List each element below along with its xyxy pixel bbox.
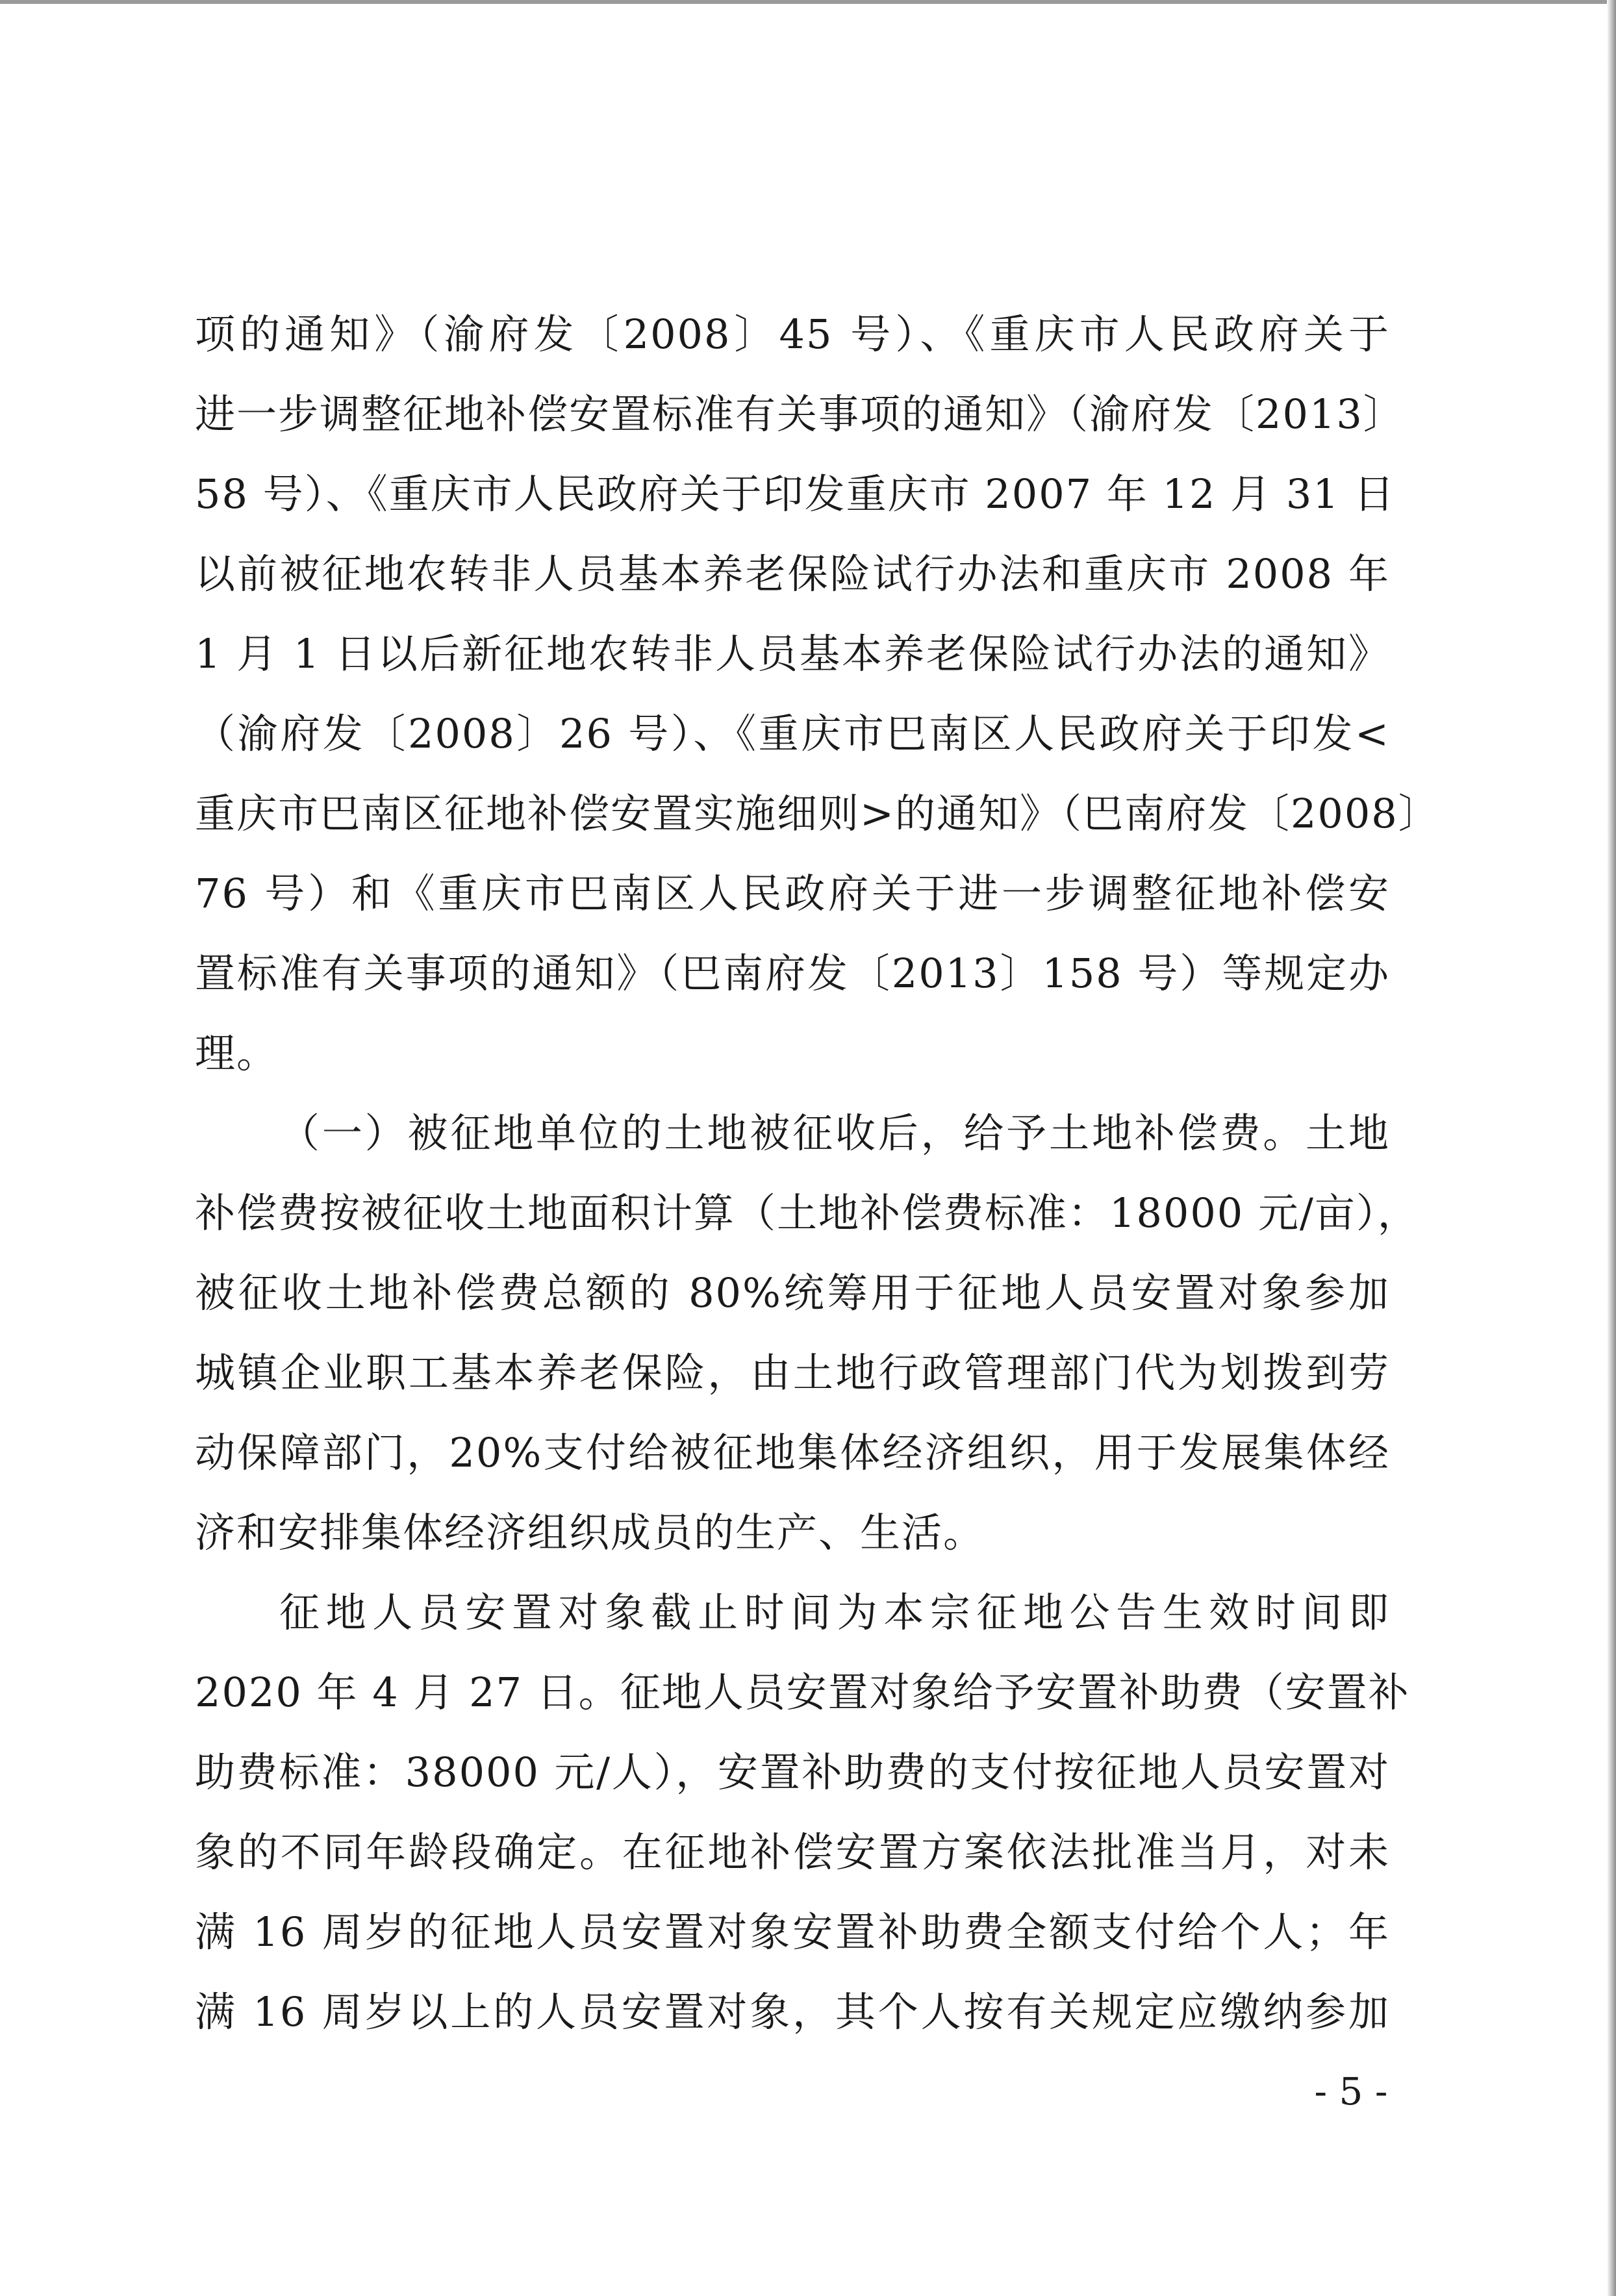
text-line: 动保障部门，20%支付给被征地集体经济组织，用于发展集体经: [195, 1429, 1390, 1476]
scan-edge-right: [1607, 0, 1616, 2296]
text-line: 重庆市巴南区征地补偿安置实施细则>的通知》（巴南府发〔2008〕: [195, 790, 1440, 837]
text-line: 城镇企业职工基本养老保险，由土地行政管理部门代为划拨到劳: [195, 1349, 1390, 1396]
text-line: 76 号）和《重庆市巴南区人民政府关于进一步调整征地补偿安: [195, 870, 1390, 917]
text-line: 2020 年 4 月 27 日。征地人员安置对象给予安置补助费（安置补: [195, 1669, 1410, 1716]
text-line: 项的通知》（渝府发〔2008〕45 号）、《重庆市人民政府关于: [195, 310, 1390, 358]
paragraph-first-line: 征地人员安置对象截止时间为本宗征地公告生效时间即: [279, 1589, 1390, 1636]
page-number: - 5 -: [1314, 2069, 1388, 2113]
text-line: 满 16 周岁以上的人员安置对象，其个人按有关规定应缴纳参加: [195, 1988, 1390, 2036]
text-line: 济和安排集体经济组织成员的生产、生活。: [195, 1509, 985, 1556]
text-line: 进一步调整征地补偿安置标准有关事项的通知》（渝府发〔2013〕: [195, 390, 1405, 438]
text-line: 助费标准：38000 元/人），安置补助费的支付按征地人员安置对: [195, 1748, 1390, 1796]
text-line: 理。: [195, 1029, 279, 1077]
text-line: 满 16 周岁的征地人员安置对象安置补助费全额支付给个人；年: [195, 1908, 1390, 1956]
text-line: 置标准有关事项的通知》（巴南府发〔2013〕158 号）等规定办: [195, 950, 1390, 997]
text-line: 补偿费按被征收土地面积计算（土地补偿费标准：18000 元/亩），: [195, 1189, 1419, 1237]
text-line: （渝府发〔2008〕26 号）、《重庆市巴南区人民政府关于印发<: [195, 710, 1390, 757]
paragraph-first-line: （一）被征地单位的土地被征收后，给予土地补偿费。土地: [279, 1109, 1390, 1157]
text-line: 58 号）、《重庆市人民政府关于印发重庆市 2007 年 12 月 31 日: [195, 470, 1396, 518]
text-line: 以前被征地农转非人员基本养老保险试行办法和重庆市 2008 年: [195, 550, 1390, 598]
text-line: 被征收土地补偿费总额的 80%统筹用于征地人员安置对象参加: [195, 1269, 1390, 1317]
text-line: 象的不同年龄段确定。在征地补偿安置方案依法批准当月，对未: [195, 1828, 1390, 1876]
scan-edge-top: [0, 0, 1616, 4]
text-line: 1 月 1 日以后新征地农转非人员基本养老保险试行办法的通知》: [195, 630, 1390, 677]
